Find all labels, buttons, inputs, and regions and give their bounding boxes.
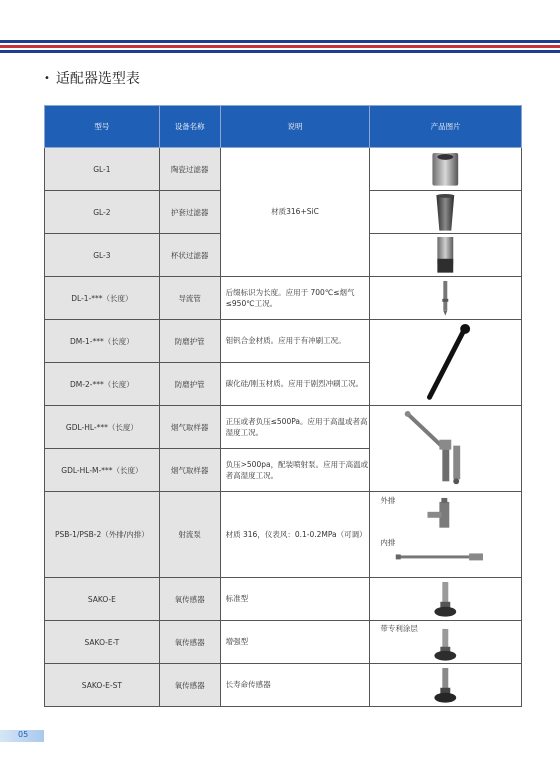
cell-description: 材质 316，仪表风：0.1-0.2MPa（可调） — [220, 492, 370, 578]
cell-model: SAKO-E — [45, 578, 160, 621]
adapter-selection-table — [44, 105, 522, 707]
cell-model: GDL-HL-M-***（长度） — [45, 449, 160, 492]
header-product-image: 产品图片 — [370, 106, 522, 148]
oxygen-sensor-long-life-image — [370, 664, 521, 707]
cell-model: GL-2 — [45, 191, 160, 234]
cell-name: 杯状过滤器 — [159, 234, 220, 277]
cell-description: 正压或者负压≤500Pa。应用于高温或者高湿度工况。 — [220, 406, 370, 449]
cell-description: 长寿命传感器 — [220, 664, 370, 707]
cell-description: 标准型 — [220, 578, 370, 621]
label-patented-coating: 带专利涂层 — [380, 624, 418, 633]
cell-description: 增强型 — [220, 621, 370, 664]
page-number-tab — [0, 730, 44, 742]
cell-model: SAKO-E-T — [45, 621, 160, 664]
table-header-row — [45, 106, 522, 148]
cell-description: 后缀标识为长度。应用于 700℃≤烟气≤950℃工况。 — [220, 277, 370, 320]
page-number: 05 — [18, 730, 29, 739]
jet-pump-image — [370, 492, 521, 577]
sheath-filter-image — [370, 191, 521, 234]
cell-description: 负压>500pa，配装喷射泵。应用于高温或者高湿度工况。 — [220, 449, 370, 492]
flue-gas-sampler-image — [370, 406, 521, 491]
ceramic-filter-image — [370, 148, 521, 191]
table-row — [45, 621, 522, 664]
cell-name: 陶瓷过滤器 — [159, 148, 220, 191]
guide-tube-image — [370, 277, 521, 320]
cell-model: PSB-1/PSB-2（外排/内排） — [45, 492, 160, 578]
header-stripes — [0, 40, 560, 55]
cell-model: GDL-HL-***（长度） — [45, 406, 160, 449]
cell-image — [370, 320, 522, 406]
section-title — [44, 68, 140, 88]
bullet-icon: • — [44, 73, 50, 84]
table-row — [45, 492, 522, 578]
table-row — [45, 578, 522, 621]
header-device-name: 设备名称 — [159, 106, 220, 148]
table-row — [45, 148, 522, 191]
wear-protection-tube-image — [370, 320, 521, 405]
cell-model: GL-1 — [45, 148, 160, 191]
cell-model: DM-2-***（长度） — [45, 363, 160, 406]
cup-filter-image — [370, 234, 521, 277]
header-description: 说明 — [220, 106, 370, 148]
cell-name: 导流管 — [159, 277, 220, 320]
table-row — [45, 406, 522, 449]
header-model: 型号 — [45, 106, 160, 148]
label-inner-discharge: 内排 — [380, 538, 396, 547]
cell-description: 碳化硅/刚玉材质。应用于剧烈冲刷工况。 — [220, 363, 370, 406]
cell-name: 烟气取样器 — [159, 449, 220, 492]
cell-image — [370, 277, 522, 320]
table-row — [45, 320, 522, 363]
cell-name: 氧传感器 — [159, 621, 220, 664]
cell-image — [370, 406, 522, 492]
cell-model: SAKO-E-ST — [45, 664, 160, 707]
cell-model: DM-1-***（长度） — [45, 320, 160, 363]
cell-name: 氧传感器 — [159, 578, 220, 621]
section-title-text: 适配器选型表 — [55, 71, 140, 87]
cell-name: 护套过滤器 — [159, 191, 220, 234]
cell-image — [370, 234, 522, 277]
cell-image — [370, 578, 522, 621]
table-row — [45, 664, 522, 707]
cell-name: 射流泵 — [159, 492, 220, 578]
cell-image — [370, 148, 522, 191]
oxygen-sensor-enhanced-image — [370, 621, 521, 664]
cell-name: 防磨护管 — [159, 320, 220, 363]
table-row — [45, 277, 522, 320]
cell-model: DL-1-***（长度） — [45, 277, 160, 320]
oxygen-sensor-standard-image — [370, 578, 521, 621]
cell-image — [370, 664, 522, 707]
cell-name: 防磨护管 — [159, 363, 220, 406]
cell-model: GL-3 — [45, 234, 160, 277]
cell-name: 烟气取样器 — [159, 406, 220, 449]
cell-image — [370, 191, 522, 234]
cell-gl-description: 材质316+SiC — [220, 148, 370, 277]
cell-image — [370, 492, 522, 578]
cell-name: 氧传感器 — [159, 664, 220, 707]
label-outer-discharge: 外排 — [380, 496, 396, 505]
cell-image — [370, 621, 522, 664]
cell-description: 钼钒合金材质。应用于有冲刷工况。 — [220, 320, 370, 363]
